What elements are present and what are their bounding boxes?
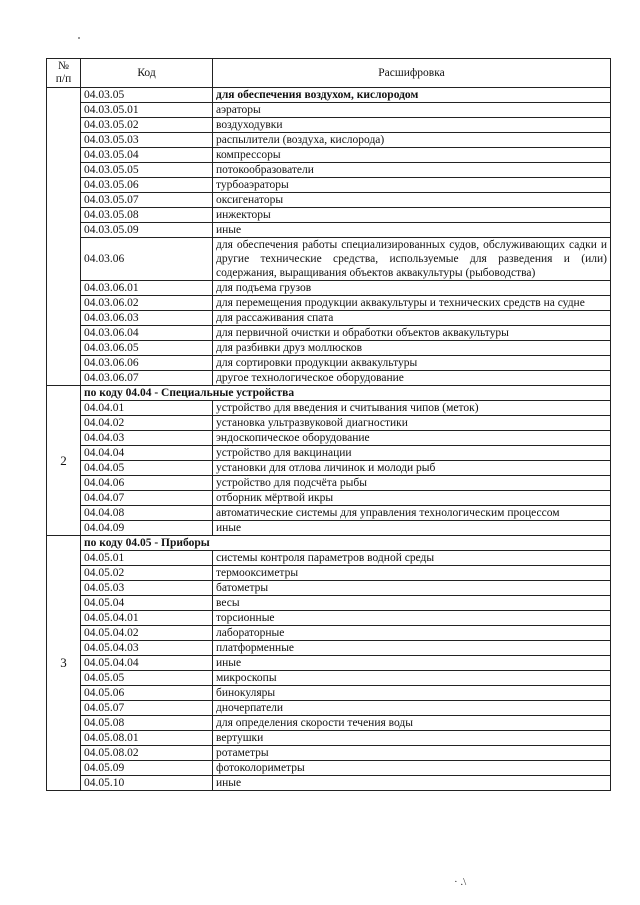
- code-cell: 04.03.05.09: [81, 223, 213, 238]
- code-cell: 04.03.05.05: [81, 163, 213, 178]
- description-cell: потокообразователи: [213, 163, 611, 178]
- table-row: [47, 731, 611, 746]
- table-row: [47, 641, 611, 656]
- code-cell: 04.05.10: [81, 776, 213, 791]
- code-cell: 04.03.06.03: [81, 311, 213, 326]
- table-row: [47, 163, 611, 178]
- code-cell: 04.04.09: [81, 521, 213, 536]
- description-cell: устройство для введения и считывания чипов (меток): [213, 401, 611, 416]
- table-row: [47, 208, 611, 223]
- table-row: [47, 656, 611, 671]
- table-row: [47, 238, 611, 281]
- group-title: по коду 04.05 - Приборы: [81, 536, 611, 551]
- table-row: [47, 178, 611, 193]
- code-cell: 04.03.06.06: [81, 356, 213, 371]
- code-cell: 04.05.07: [81, 701, 213, 716]
- table-row: [47, 371, 611, 386]
- table-row: [47, 356, 611, 371]
- code-cell: 04.05.08.01: [81, 731, 213, 746]
- code-cell: 04.03.05.03: [81, 133, 213, 148]
- description-cell: весы: [213, 596, 611, 611]
- description-cell: термооксиметры: [213, 566, 611, 581]
- row-number-cell: 3: [47, 536, 81, 791]
- table-row: [47, 326, 611, 341]
- table-row: [47, 476, 611, 491]
- code-cell: 04.04.02: [81, 416, 213, 431]
- code-cell: 04.03.06: [81, 238, 213, 281]
- code-cell: 04.03.05.04: [81, 148, 213, 163]
- table-row: [47, 461, 611, 476]
- description-cell: для рассаживания спата: [213, 311, 611, 326]
- description-cell: иные: [213, 223, 611, 238]
- description-cell: установки для отлова личинок и молоди рыб: [213, 461, 611, 476]
- code-cell: 04.04.01: [81, 401, 213, 416]
- code-cell: 04.03.05.07: [81, 193, 213, 208]
- table-row: [47, 118, 611, 133]
- description-cell: оксигенаторы: [213, 193, 611, 208]
- group-title: по коду 04.04 - Специальные устройства: [81, 386, 611, 401]
- code-cell: 04.05.02: [81, 566, 213, 581]
- code-cell: 04.03.06.05: [81, 341, 213, 356]
- table-row: [47, 193, 611, 208]
- description-cell: эндоскопическое оборудование: [213, 431, 611, 446]
- code-cell: 04.05.08: [81, 716, 213, 731]
- description-cell: для разбивки друз моллюсков: [213, 341, 611, 356]
- description-cell: для подъема грузов: [213, 281, 611, 296]
- table-row: [47, 223, 611, 238]
- table-row: [47, 611, 611, 626]
- description-cell: платформенные: [213, 641, 611, 656]
- code-cell: 04.03.05.01: [81, 103, 213, 118]
- description-cell: для сортировки продукции аквакультуры: [213, 356, 611, 371]
- table-row: [47, 686, 611, 701]
- description-cell: лабораторные: [213, 626, 611, 641]
- table-row: [47, 491, 611, 506]
- description-cell: другое технологическое оборудование: [213, 371, 611, 386]
- row-number-cell: [47, 88, 81, 386]
- description-cell: ротаметры: [213, 746, 611, 761]
- code-cell: 04.04.08: [81, 506, 213, 521]
- description-cell: системы контроля параметров водной среды: [213, 551, 611, 566]
- table-row: [47, 521, 611, 536]
- code-cell: 04.03.05.02: [81, 118, 213, 133]
- table-row: [47, 341, 611, 356]
- table-row: [47, 281, 611, 296]
- equipment-code-table: [46, 58, 611, 791]
- description-cell: распылители (воздуха, кислорода): [213, 133, 611, 148]
- code-cell: 04.04.03: [81, 431, 213, 446]
- code-cell: 04.05.05: [81, 671, 213, 686]
- table-row: [47, 401, 611, 416]
- code-cell: 04.04.06: [81, 476, 213, 491]
- code-cell: 04.03.06.07: [81, 371, 213, 386]
- description-cell: иные: [213, 776, 611, 791]
- table-header-row: [47, 59, 611, 88]
- code-cell: 04.05.04: [81, 596, 213, 611]
- description-cell: автоматические системы для управления технологическим процессом: [213, 506, 611, 521]
- code-cell: 04.05.04.04: [81, 656, 213, 671]
- footer-mark: · .\: [454, 876, 467, 888]
- code-cell: 04.03.05.08: [81, 208, 213, 223]
- code-cell: 04.05.09: [81, 761, 213, 776]
- code-cell: 04.03.05.06: [81, 178, 213, 193]
- code-cell: 04.03.05: [81, 88, 213, 103]
- description-cell: вертушки: [213, 731, 611, 746]
- description-cell: для обеспечения воздухом, кислородом: [213, 88, 611, 103]
- description-cell: устройство для подсчёта рыбы: [213, 476, 611, 491]
- description-cell: дночерпатели: [213, 701, 611, 716]
- code-cell: 04.05.04.02: [81, 626, 213, 641]
- table-row: [47, 416, 611, 431]
- table-row: [47, 626, 611, 641]
- description-cell: торсионные: [213, 611, 611, 626]
- description-cell: микроскопы: [213, 671, 611, 686]
- code-cell: 04.03.06.01: [81, 281, 213, 296]
- code-cell: 04.05.01: [81, 551, 213, 566]
- row-number-cell: 2: [47, 386, 81, 536]
- table-row: [47, 88, 611, 103]
- code-cell: 04.05.06: [81, 686, 213, 701]
- code-cell: 04.03.06.04: [81, 326, 213, 341]
- table-row: [47, 701, 611, 716]
- description-cell: турбоаэраторы: [213, 178, 611, 193]
- description-cell: аэраторы: [213, 103, 611, 118]
- code-cell: 04.03.06.02: [81, 296, 213, 311]
- description-cell: батометры: [213, 581, 611, 596]
- table-row: [47, 596, 611, 611]
- description-cell: иные: [213, 656, 611, 671]
- code-cell: 04.04.05: [81, 461, 213, 476]
- table-row: [47, 761, 611, 776]
- description-cell: устройство для вакцинации: [213, 446, 611, 461]
- table-row: [47, 746, 611, 761]
- table-row: [47, 311, 611, 326]
- description-cell: компрессоры: [213, 148, 611, 163]
- table-row: [47, 671, 611, 686]
- table-row: [47, 566, 611, 581]
- table-row: [47, 506, 611, 521]
- description-cell: для первичной очистки и обработки объектов аквакультуры: [213, 326, 611, 341]
- scan-dot: [78, 37, 80, 39]
- table-row: [47, 148, 611, 163]
- header-num: № п/п: [47, 59, 81, 88]
- code-cell: 04.04.07: [81, 491, 213, 506]
- code-cell: 04.05.03: [81, 581, 213, 596]
- description-cell: иные: [213, 521, 611, 536]
- code-cell: 04.04.04: [81, 446, 213, 461]
- description-cell: воздуходувки: [213, 118, 611, 133]
- group-title-row: [47, 386, 611, 401]
- header-code: Код: [81, 59, 213, 88]
- description-cell: бинокуляры: [213, 686, 611, 701]
- header-desc: Расшифровка: [213, 59, 611, 88]
- description-cell: для обеспечения работы специализированных судов, обслуживающих садки и другие технические средства, используемые для разведения и (или) содержания, выращивания объектов аквакультуры (рыбоводства): [213, 238, 611, 281]
- description-cell: для перемещения продукции аквакультуры и технических средств на судне: [213, 296, 611, 311]
- description-cell: фотоколориметры: [213, 761, 611, 776]
- code-cell: 04.05.08.02: [81, 746, 213, 761]
- table-row: [47, 776, 611, 791]
- table-row: [47, 446, 611, 461]
- table-row: [47, 551, 611, 566]
- table-row: [47, 133, 611, 148]
- table-row: [47, 431, 611, 446]
- table-row: [47, 103, 611, 118]
- table-body: [47, 88, 611, 791]
- description-cell: для определения скорости течения воды: [213, 716, 611, 731]
- description-cell: отборник мёртвой икры: [213, 491, 611, 506]
- table-row: [47, 716, 611, 731]
- table-row: [47, 296, 611, 311]
- table-row: [47, 581, 611, 596]
- description-cell: установка ультразвуковой диагностики: [213, 416, 611, 431]
- code-cell: 04.05.04.03: [81, 641, 213, 656]
- group-title-row: [47, 536, 611, 551]
- code-cell: 04.05.04.01: [81, 611, 213, 626]
- description-cell: инжекторы: [213, 208, 611, 223]
